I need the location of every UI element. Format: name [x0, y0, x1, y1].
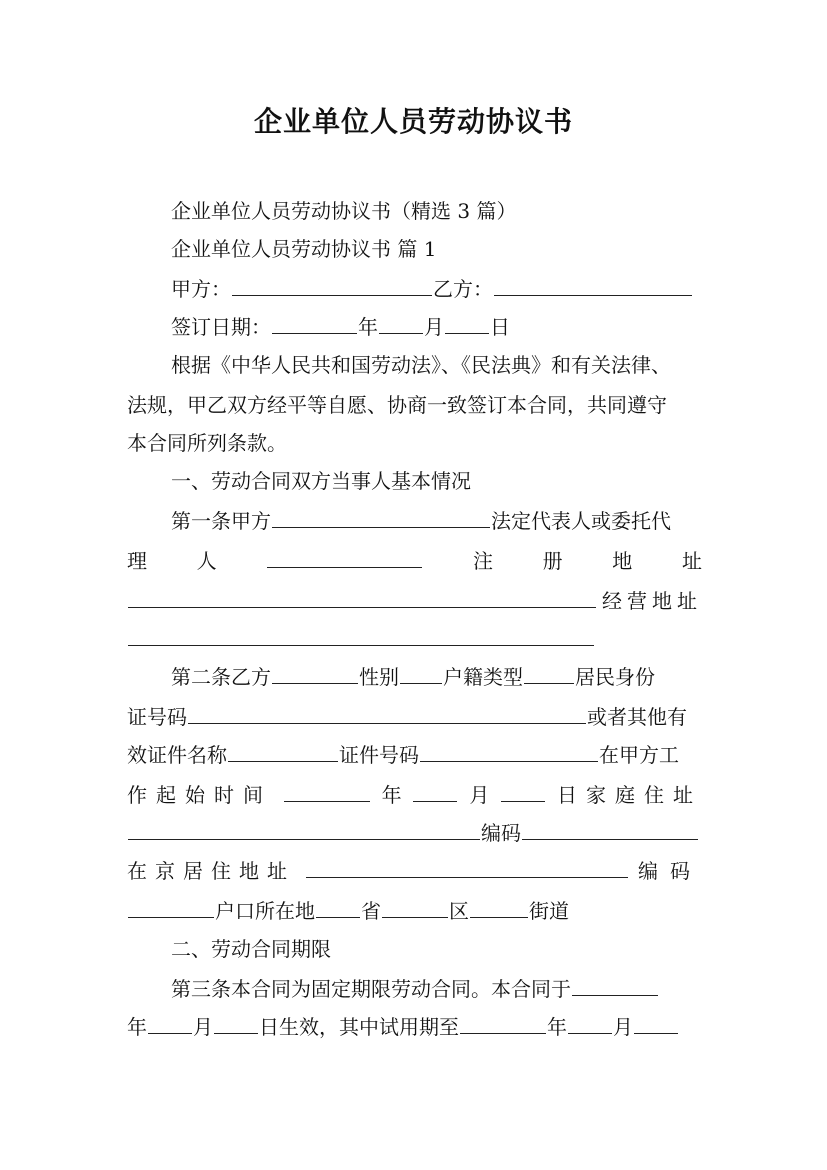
year-label: 年 — [358, 315, 378, 339]
sign-date-line — [171, 308, 702, 346]
sign-month-blank — [379, 309, 423, 334]
section-heading — [171, 930, 702, 968]
article-line — [127, 582, 702, 620]
probation-year-blank — [460, 1009, 546, 1034]
article-text: 编码 — [481, 821, 521, 845]
month-label: 月 — [469, 783, 490, 807]
article-text: 理 — [127, 549, 147, 573]
article-line — [127, 814, 702, 852]
article-text: 作起始时间 — [127, 783, 272, 807]
registered-address-blank — [128, 583, 596, 608]
home-postcode-blank — [522, 815, 698, 840]
article-line — [127, 698, 702, 736]
district-blank — [382, 893, 448, 918]
year-label: 年 — [381, 783, 402, 807]
day-label: 日 — [490, 315, 510, 339]
paragraph-text: 法规，甲乙双方经平等自愿、协商一致签订本合同，共同遵守 — [127, 393, 667, 417]
article-text: 人 — [196, 549, 217, 573]
article-text: 地 — [612, 549, 633, 573]
month-label: 月 — [193, 1015, 213, 1039]
article-text: 第二条乙方 — [171, 665, 271, 689]
probation-month-blank — [568, 1009, 612, 1034]
sign-day-blank — [445, 309, 489, 334]
month-label: 月 — [613, 1015, 633, 1039]
article-line — [127, 1008, 702, 1046]
article-line — [127, 542, 702, 580]
sign-date-label: 签订日期： — [171, 315, 271, 339]
certificate-name-blank — [228, 737, 338, 762]
article-text: 第三条本合同为固定期限劳动合同。本合同于 — [171, 977, 571, 1001]
probation-day-blank — [634, 1009, 678, 1034]
start-year-blank — [284, 777, 370, 802]
id-number-blank — [188, 699, 586, 724]
year-label: 年 — [547, 1015, 567, 1039]
article-text: 日家庭住址 — [556, 783, 702, 807]
article-text: 性别 — [359, 665, 399, 689]
article-line — [171, 970, 702, 1008]
representative-blank — [267, 543, 422, 568]
subtitle-text: 企业单位人员劳动协议书（精选 3 篇） — [171, 199, 517, 223]
paragraph-line — [127, 424, 702, 462]
sign-year-blank — [272, 309, 357, 334]
article-text: 编码 — [638, 859, 702, 883]
subtitle-line — [171, 192, 702, 230]
article-line — [127, 620, 702, 658]
party-a-blank — [232, 271, 432, 296]
party-b-label: 乙方： — [433, 277, 493, 301]
article-text: 证件号码 — [339, 743, 419, 767]
article-text: 址 — [681, 549, 702, 573]
section-heading-text: 二、劳动合同期限 — [171, 937, 331, 961]
article-text: 区 — [449, 899, 469, 923]
party-a-label: 甲方： — [171, 277, 231, 301]
paragraph-line — [127, 386, 702, 424]
certificate-number-blank — [420, 737, 598, 762]
business-address-blank — [128, 621, 594, 646]
article-text: 户口所在地 — [215, 899, 315, 923]
article-text: 效证件名称 — [127, 743, 227, 767]
province-blank — [316, 893, 360, 918]
article-text: 法定代表人或委托代 — [491, 509, 671, 533]
article-line — [171, 658, 702, 696]
chapter-heading — [171, 230, 702, 268]
article-text: 在甲方工 — [599, 743, 679, 767]
article-text: 册 — [542, 549, 563, 573]
party-b-name-blank — [272, 659, 358, 684]
month-label: 月 — [424, 315, 444, 339]
household-type-blank — [524, 659, 574, 684]
article-text: 户籍类型 — [443, 665, 523, 689]
article-text: 在京居住地址 — [127, 859, 295, 883]
start-day-blank — [501, 777, 545, 802]
year-label: 年 — [127, 1015, 147, 1039]
document-title: 企业单位人员劳动协议书 — [253, 105, 573, 138]
gender-blank — [400, 659, 442, 684]
article-text: 注 — [472, 549, 493, 573]
article-line — [171, 502, 702, 540]
effective-month-blank — [148, 1009, 192, 1034]
parties-line — [171, 270, 702, 308]
effective-day-blank — [214, 1009, 258, 1034]
article-text: 或者其他有 — [587, 705, 687, 729]
section-heading-text: 一、劳动合同双方当事人基本情况 — [171, 469, 471, 493]
start-month-blank — [413, 777, 457, 802]
article-line — [127, 776, 702, 814]
article-text: 省 — [361, 899, 381, 923]
article-line — [127, 892, 702, 930]
party-b-blank — [494, 271, 692, 296]
section-heading — [171, 462, 702, 500]
article-line — [127, 736, 702, 774]
home-address-blank — [128, 815, 480, 840]
article-text: 证号码 — [127, 705, 187, 729]
paragraph-text: 根据《中华人民共和国劳动法》、《民法典》和有关法律、 — [171, 353, 671, 377]
paragraph-line — [171, 346, 702, 384]
article-text: 第一条甲方 — [171, 509, 271, 533]
effective-year-blank — [572, 971, 658, 996]
article-text: 日生效，其中试用期至 — [259, 1015, 459, 1039]
street-blank — [470, 893, 528, 918]
paragraph-text: 本合同所列条款。 — [127, 431, 287, 455]
article-text: 居民身份 — [575, 665, 655, 689]
party-a-name-blank — [272, 503, 490, 528]
article-text: 街道 — [529, 899, 569, 923]
chapter-heading-text: 企业单位人员劳动协议书 篇 1 — [171, 237, 437, 261]
beijing-address-blank — [306, 853, 628, 878]
hukou-blank — [128, 893, 214, 918]
article-text: 经营地址 — [602, 589, 702, 613]
article-line — [127, 852, 702, 890]
